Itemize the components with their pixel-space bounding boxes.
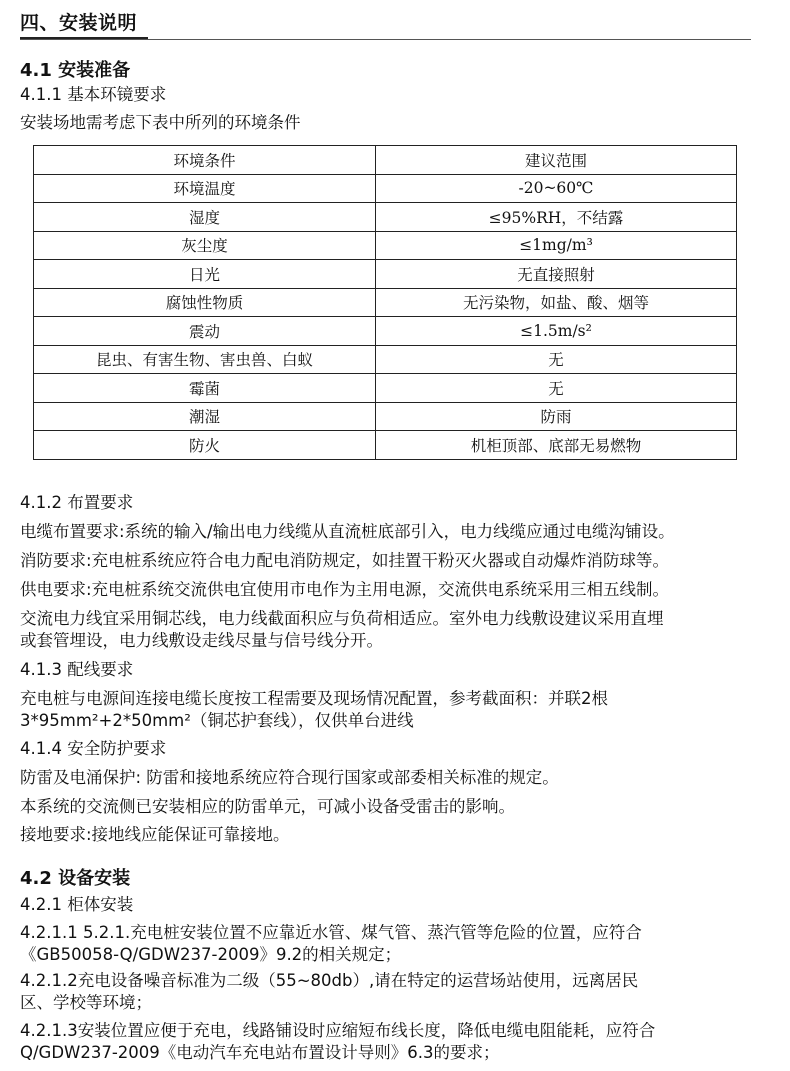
table-header-cell: 建议范围	[376, 146, 737, 175]
heading-4-2: 4.2 设备安装	[20, 868, 131, 889]
table-row	[34, 203, 737, 232]
table-row	[34, 288, 737, 317]
table-cell: 日光	[34, 260, 376, 289]
table-cell: 霉菌	[34, 374, 376, 403]
table-cell: 无	[376, 345, 737, 374]
table-row	[34, 374, 737, 403]
install-convenience-line2: Q/GDW237-2009《电动汽车充电站布置设计导则》6.3的要求；	[20, 1043, 500, 1062]
noise-standard-line1: 4.2.1.2充电设备噪音标准为二级（55~80db）,请在特定的运营场站使用，远离居民	[20, 971, 639, 990]
heading-4-1: 4.1 安装准备	[20, 60, 131, 81]
heading-4-1-4: 4.1.4 安全防护要求	[20, 739, 167, 758]
table-row	[34, 317, 737, 346]
table-cell: 防雨	[376, 402, 737, 431]
table-cell: 环境温度	[34, 174, 376, 203]
install-position-line2: 《GB50058-Q/GDW237-2009》9.2的相关规定；	[20, 945, 402, 964]
install-convenience-line1: 4.2.1.3安装位置应便于充电，线路铺设时应缩短布线长度，降低电缆电阻能耗，应符合	[20, 1021, 656, 1040]
heading-4-2-1: 4.2.1 柜体安装	[20, 895, 134, 914]
env-intro: 安装场地需考虑下表中所列的环境条件	[20, 113, 301, 132]
table-cell: 震动	[34, 317, 376, 346]
table-row	[34, 260, 737, 289]
table-cell: 无	[376, 374, 737, 403]
ac-cable-paragraph-line1: 交流电力线宜采用铜芯线，电力线截面积应与负荷相适应。室外电力线敷设建议采用直埋	[20, 609, 664, 628]
wiring-paragraph-line1: 充电桩与电源间连接电缆长度按工程需要及现场情况配置，参考截面积：并联2根	[20, 689, 608, 708]
fire-protection-paragraph: 消防要求:充电桩系统应符合电力配电消防规定，如挂置干粉灭火器或自动爆炸消防球等。	[20, 551, 670, 570]
table-cell: 防火	[34, 431, 376, 460]
table-cell: 无直接照射	[376, 260, 737, 289]
table-row	[34, 174, 737, 203]
table-cell: 昆虫、有害生物、害虫兽、白蚁	[34, 345, 376, 374]
section-title: 四、安装说明	[20, 12, 138, 34]
table-cell: 无污染物，如盐、酸、烟等	[376, 288, 737, 317]
lightning-protection-paragraph: 防雷及电涌保护: 防雷和接地系统应符合现行国家或部委相关标准的规定。	[20, 768, 559, 787]
table-header-row	[34, 146, 737, 175]
grounding-paragraph: 接地要求:接地线应能保证可靠接地。	[20, 825, 290, 844]
table-cell: 机柜顶部、底部无易燃物	[376, 431, 737, 460]
table-cell: 潮湿	[34, 402, 376, 431]
power-supply-paragraph: 供电要求:充电桩系统交流供电宜使用市电作为主用电源，交流供电系统采用三相五线制。	[20, 580, 670, 599]
table-cell: ≤1mg/m³	[376, 231, 737, 260]
ac-cable-paragraph-line2: 或套管埋设，电力线敷设走线尽量与信号线分开。	[20, 631, 383, 650]
surge-unit-paragraph: 本系统的交流侧已安装相应的防雷单元，可减小设备受雷击的影响。	[20, 797, 515, 816]
heading-4-1-1: 4.1.1 基本环镜要求	[20, 85, 167, 104]
title-underline-rule	[20, 39, 751, 40]
wiring-paragraph-line2: 3*95mm²+2*50mm²（铜芯护套线），仅供单台进线	[20, 711, 414, 730]
noise-standard-line2: 区、学校等环境；	[20, 993, 152, 1012]
table-header-cell: 环境条件	[34, 146, 376, 175]
table-row	[34, 402, 737, 431]
table-row	[34, 231, 737, 260]
table-cell: -20~60℃	[376, 174, 737, 203]
table-row	[34, 431, 737, 460]
environment-table	[33, 145, 737, 460]
table-cell: 腐蚀性物质	[34, 288, 376, 317]
heading-4-1-3: 4.1.3 配线要求	[20, 660, 134, 679]
table-cell: ≤1.5m/s²	[376, 317, 737, 346]
install-position-line1: 4.2.1.1 5.2.1.充电桩安装位置不应靠近水管、煤气管、蒸汽管等危险的位置，应符合	[20, 923, 642, 942]
table-cell: ≤95%RH，不结露	[376, 203, 737, 232]
table-cell: 湿度	[34, 203, 376, 232]
heading-4-1-2: 4.1.2 布置要求	[20, 493, 134, 512]
table-cell: 灰尘度	[34, 231, 376, 260]
table-row	[34, 345, 737, 374]
cable-layout-paragraph: 电缆布置要求:系统的输入/输出电力线缆从直流桩底部引入，电力线缆应通过电缆沟铺设。	[20, 522, 675, 541]
